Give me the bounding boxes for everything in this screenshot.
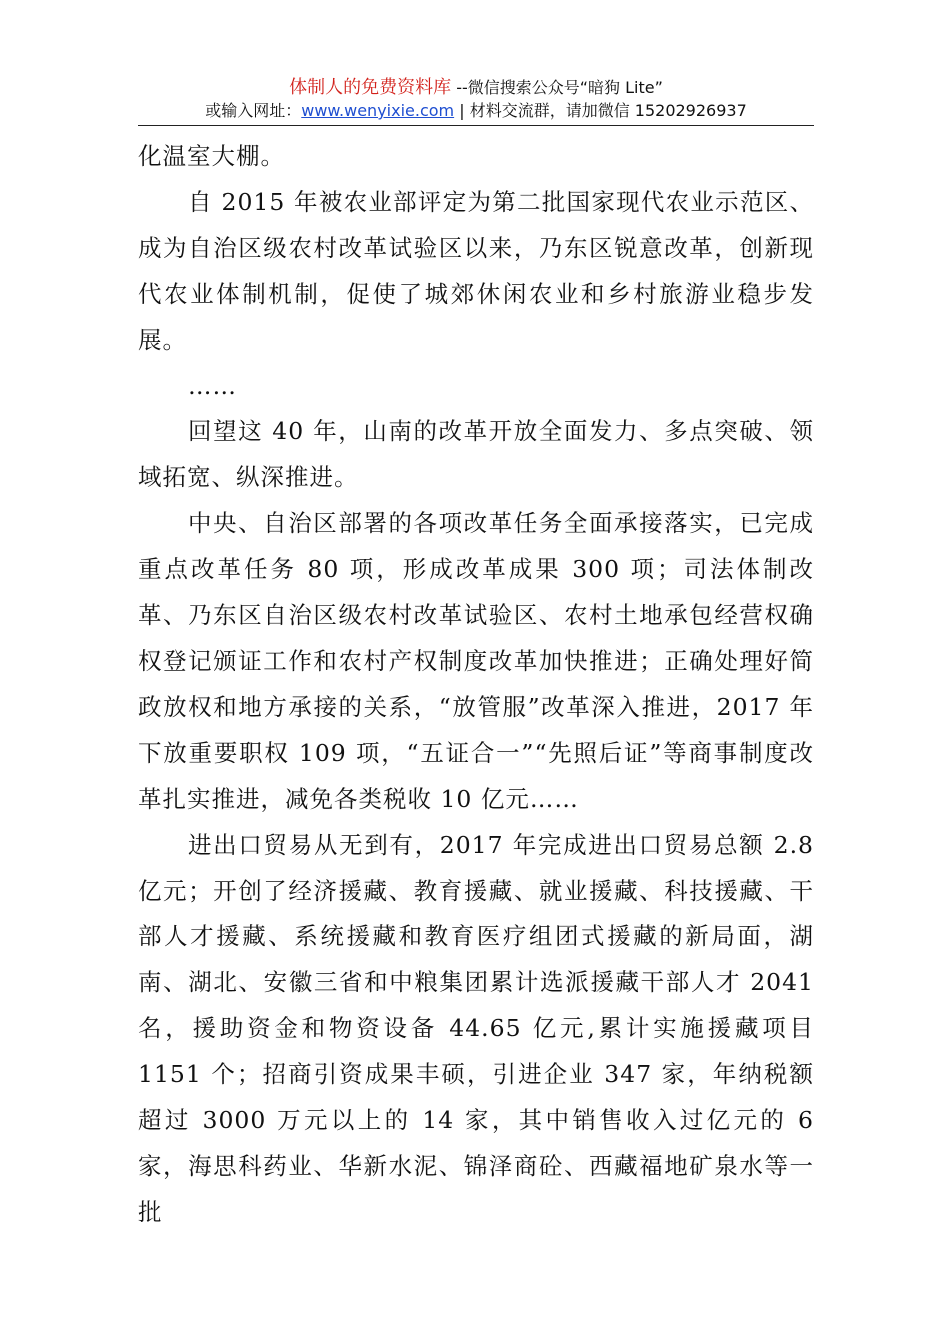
- page-header: [138, 76, 814, 122]
- header-divider: [138, 125, 814, 126]
- paragraph: 自 2015 年被农业部评定为第二批国家现代农业示范区、成为自治区级农村改革试验区以来，乃东区锐意改革，创新现代农业体制机制，促使了城郊休闲农业和乡村旅游业稳步发展。: [138, 187, 814, 354]
- contact-info: | 材料交流群，请加微信 15202926937: [454, 101, 747, 120]
- header-subtitle: --微信搜索公众号“暗狗 Lite”: [451, 78, 663, 97]
- document-body: [138, 134, 814, 1236]
- website-link[interactable]: www.wenyixie.com: [301, 101, 455, 120]
- paragraph: 回望这 40 年，山南的改革开放全面发力、多点突破、领域拓宽、纵深推进。: [138, 417, 814, 492]
- paragraph: ……: [188, 371, 237, 400]
- header-line-2: [138, 100, 814, 122]
- url-prefix: 或输入网址：: [205, 101, 302, 120]
- header-line-1: [138, 76, 814, 100]
- paragraph: 中央、自治区部署的各项改革任务全面承接落实，已完成重点改革任务 80 项，形成改革成果 300 项；司法体制改革、乃东区自治区级农村改革试验区、农村土地承包经营权确权登记颁证工作和农村产权制度改革加快推进；正确处理好简政放权和地方承接的关系，“放管服”改革深入推进，2017 年下放重要职权 109 项，“五证合一”“先照后证”等商事制度改革扎实推进，减免各类税收 10 亿元……: [138, 509, 814, 813]
- paragraph: 化温室大棚。: [138, 142, 285, 170]
- paragraph: 进出口贸易从无到有，2017 年完成进出口贸易总额 2.8 亿元；开创了经济援藏、教育援藏、就业援藏、科技援藏、干部人才援藏、系统援藏和教育医疗组团式援藏的新局面，湖南、湖北、安徽三省和中粮集团累计选派援藏干部人才 2041 名，援助资金和物资设备 44.65 亿元,累计实施援藏项目 1151 个；招商引资成果丰硕，引进企业 347 家，年纳税额超过 3000 万元以上的 14 家，其中销售收入过亿元的 6 家，海思科药业、华新水泥、锦泽商砼、西藏福地矿泉水等一批: [138, 830, 814, 1226]
- header-title: 体制人的免费资料库: [289, 77, 452, 98]
